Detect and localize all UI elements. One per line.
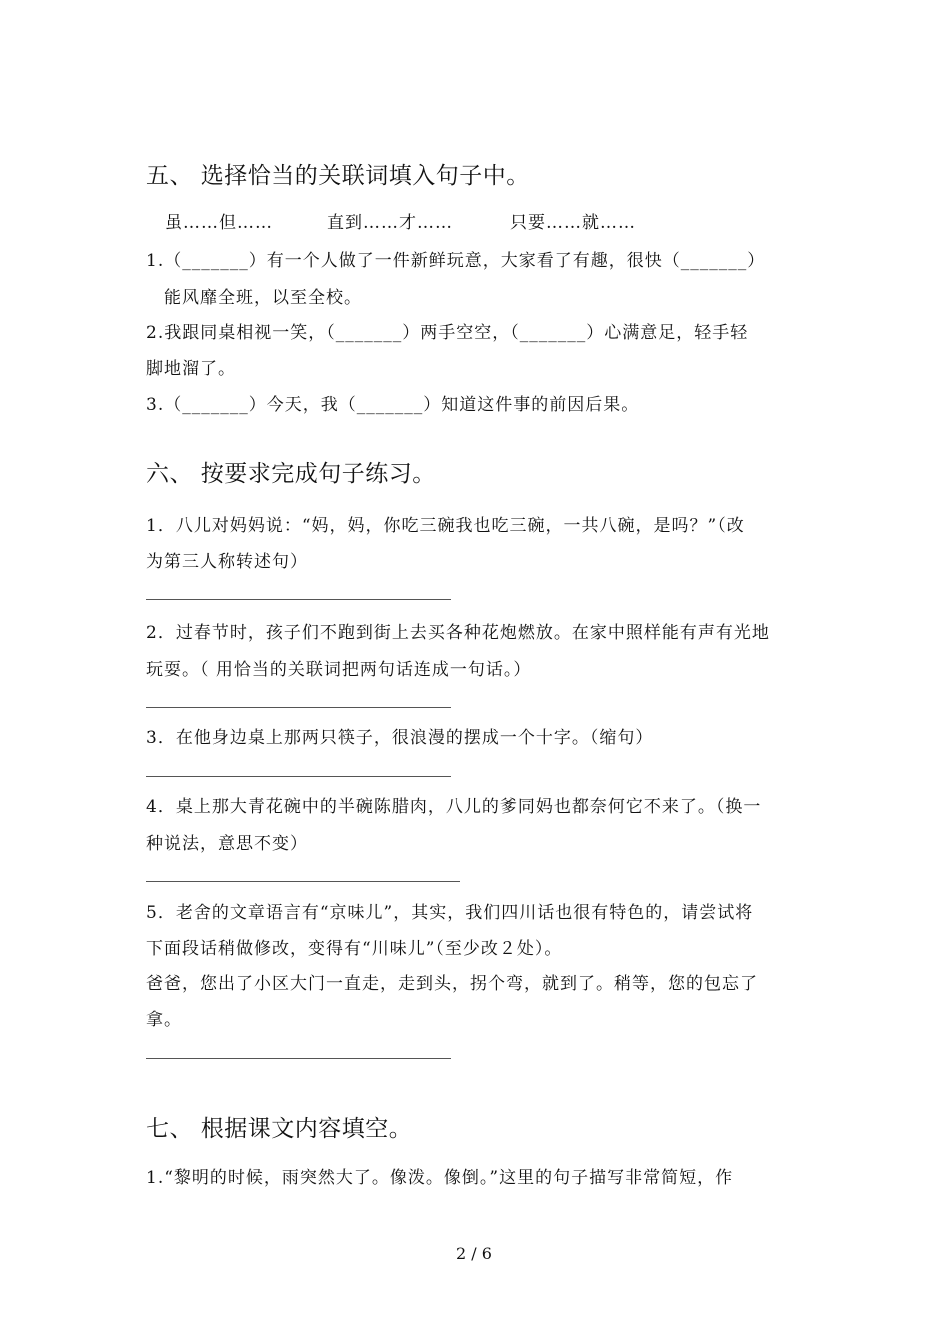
s5-question-1-line-1: 1.（_______）有一个人做了一件新鲜玩意，大家看了有趣，很快（_______） <box>146 251 766 271</box>
conjunction-option-3: 只要……就…… <box>510 213 636 233</box>
answer-line-1[interactable] <box>146 599 451 600</box>
s6-question-5-line-1: 5．老舍的文章语言有“京味儿”，其实，我们四川话也很有特色的，请尝试将 <box>146 903 754 923</box>
answer-line-5[interactable] <box>146 1058 451 1059</box>
s5-question-2-line-2: 脚地溜了。 <box>146 359 236 379</box>
answer-line-3[interactable] <box>146 776 451 777</box>
s5-question-1-line-2: 能风靡全班，以至全校。 <box>164 288 362 308</box>
conjunction-option-2: 直到……才…… <box>327 213 453 233</box>
s5-question-3-line-1: 3.（_______）今天，我（_______）知道这件事的前因后果。 <box>146 395 640 415</box>
s6-question-4-line-1: 4．桌上那大青花碗中的半碗陈腊肉，八儿的爹同妈也都奈何它不来了。（换一 <box>146 797 762 817</box>
s6-question-2-line-2: 玩耍。（ 用恰当的关联词把两句话连成一句话。） <box>146 660 532 680</box>
conjunction-option-1: 虽……但…… <box>165 213 273 233</box>
s6-question-5-line-2: 下面段话稍做修改，变得有“川味儿”（至少改２处）。 <box>146 939 563 959</box>
s6-question-4-line-2: 种说法，意思不变） <box>146 834 308 854</box>
s6-question-5-line-4: 拿。 <box>146 1010 182 1030</box>
s6-question-5-line-3: 爸爸，您出了小区大门一直走，走到头，拐个弯，就到了。稍等，您的包忘了 <box>146 974 758 994</box>
answer-line-2[interactable] <box>146 707 451 708</box>
section-5-title: 五、 选择恰当的关联词填入句子中。 <box>146 163 530 189</box>
s5-question-2-line-1: 2.我跟同桌相视一笑，（_______）两手空空，（_______）心满意足，轻手轻 <box>146 323 749 343</box>
s7-question-1-line-1: 1.“黎明的时候，雨突然大了。像泼。像倒。”这里的句子描写非常简短，作 <box>146 1168 734 1188</box>
s6-question-1-line-2: 为第三人称转述句） <box>146 552 308 572</box>
section-6-title: 六、 按要求完成句子练习。 <box>146 461 436 487</box>
section-7-title: 七、 根据课文内容填空。 <box>146 1116 413 1142</box>
page-number: 2 / 6 <box>456 1244 492 1263</box>
answer-line-4[interactable] <box>146 881 460 882</box>
s6-question-1-line-1: 1．八儿对妈妈说：“妈，妈，你吃三碗我也吃三碗，一共八碗，是吗？”（改 <box>146 516 745 536</box>
s6-question-3-line-1: 3．在他身边桌上那两只筷子，很浪漫的摆成一个十字。（缩句） <box>146 728 654 748</box>
s6-question-2-line-1: 2．过春节时，孩子们不跑到街上去买各种花炮燃放。在家中照样能有声有光地 <box>146 623 770 643</box>
